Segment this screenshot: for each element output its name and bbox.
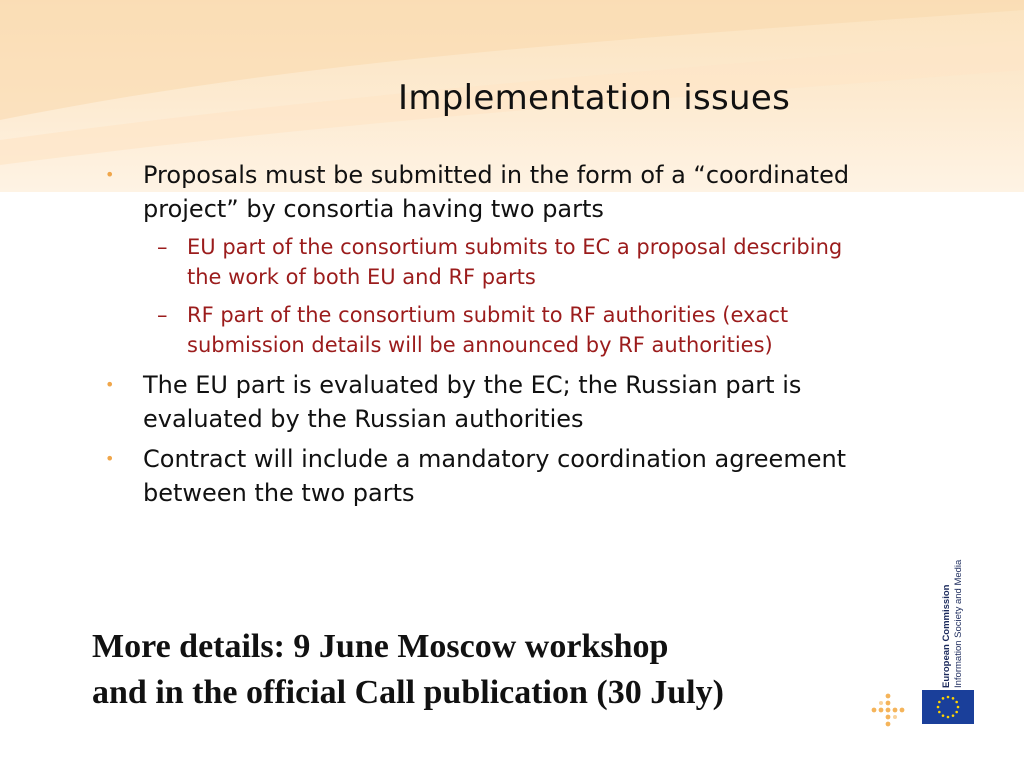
sub-bullet-item-1: [143, 232, 865, 292]
eu-flag-icon: [922, 690, 974, 724]
bullet-list: [105, 158, 865, 516]
footer-line-2: and in the official Call publication (30 July): [92, 674, 724, 711]
dash-icon: –: [157, 303, 168, 327]
footer-line-1: More details: 9 June Moscow workshop: [92, 628, 669, 665]
sub-bullet-list: [143, 232, 865, 360]
eu-star-icon: [938, 711, 941, 714]
dash-icon: –: [157, 235, 168, 259]
ec-org-text: European Commission: [941, 584, 952, 688]
bullet-text: Contract will include a mandatory coordination agreement between the two parts: [143, 445, 847, 507]
eu-star-icon: [942, 697, 945, 700]
bullet-text: The EU part is evaluated by the EC; the Russian part is evaluated by the Russian authorities: [143, 371, 802, 433]
footer-note: [92, 624, 852, 716]
eu-star-icon: [957, 706, 960, 709]
eu-star-icon: [955, 711, 958, 714]
ec-wordmark: [936, 540, 970, 690]
bullet-item-1: [105, 158, 865, 360]
bullet-dot-icon: •: [105, 449, 115, 468]
bullet-item-3: [105, 442, 865, 510]
sub-bullet-text: EU part of the consortium submits to EC a proposal describing the work of both EU and RF parts: [187, 235, 843, 289]
eu-star-icon: [942, 714, 945, 717]
bullet-dot-icon: •: [105, 375, 115, 394]
slide-title: Implementation issues: [398, 78, 791, 118]
eu-star-icon: [955, 701, 958, 704]
eu-star-icon: [952, 697, 955, 700]
eu-star-icon: [952, 714, 955, 717]
bullet-item-2: [105, 368, 865, 436]
dots-pattern-icon: [868, 690, 908, 730]
eu-star-icon: [947, 696, 950, 699]
ec-dept-text: Information Society and Media: [953, 559, 964, 688]
eu-star-icon: [947, 716, 950, 719]
bullet-text: Proposals must be submitted in the form of a “coordinated project” by consortia having two parts: [143, 161, 850, 223]
sub-bullet-item-2: [143, 300, 865, 360]
eu-star-icon: [937, 706, 940, 709]
bullet-dot-icon: •: [105, 165, 115, 184]
sub-bullet-text: RF part of the consortium submit to RF authorities (exact submission details will be announced by RF authorities): [187, 303, 789, 357]
eu-star-icon: [938, 701, 941, 704]
